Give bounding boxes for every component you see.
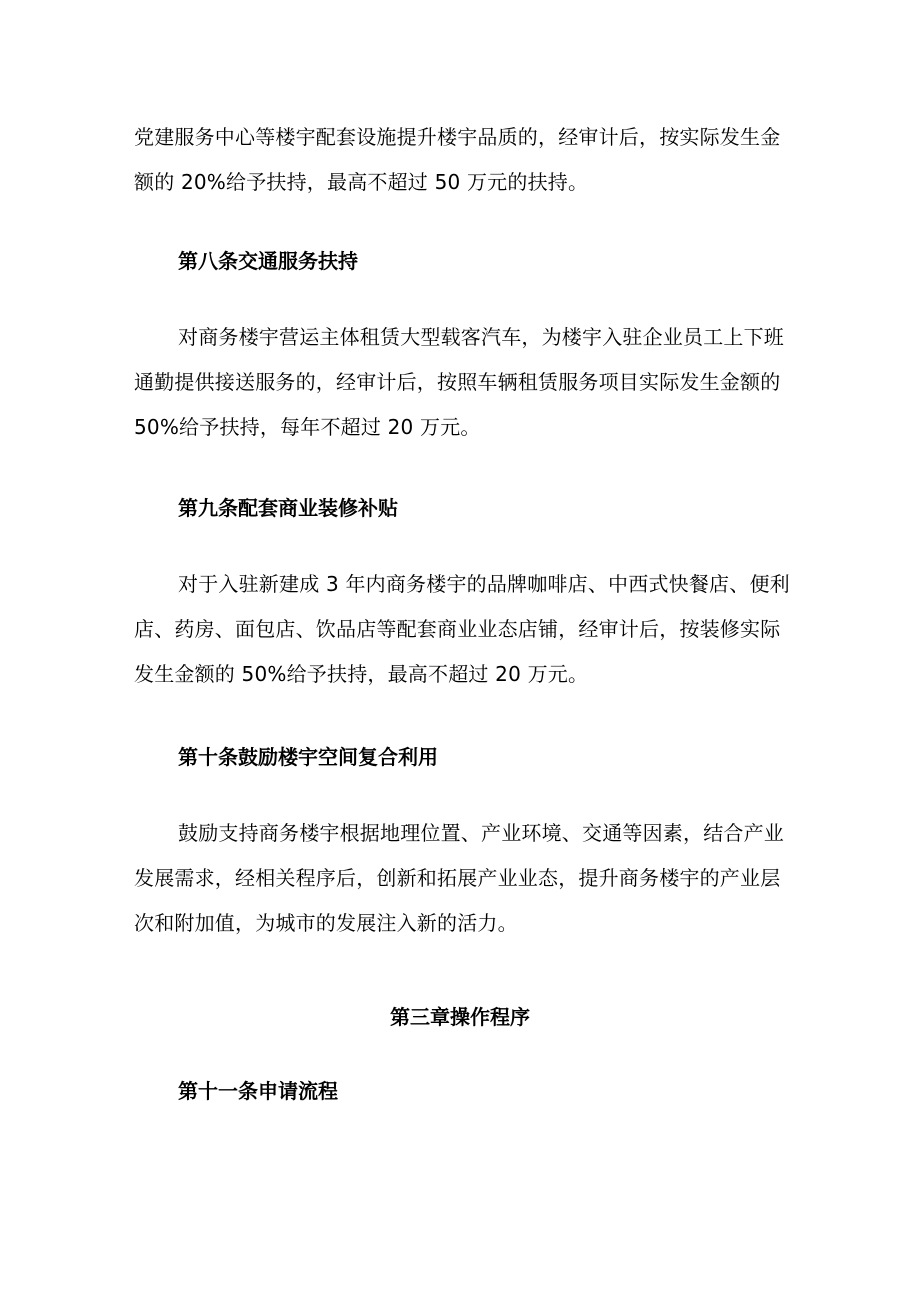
paragraph-line: 次和附加值，为城市的发展注入新的活力。 (134, 911, 518, 935)
paragraph-line: 发展需求，经相关程序后，创新和拓展产业业态，提升商务楼宇的产业层 (134, 866, 781, 890)
paragraph-line: 发生金额的 50%给予扶持，最高不超过 20 万元。 (134, 662, 589, 686)
paragraph-line: 50%给予扶持，每年不超过 20 万元。 (134, 415, 481, 439)
paragraph-line: 党建服务中心等楼宇配套设施提升楼宇品质的，经审计后，按实际发生金 (134, 125, 781, 149)
paragraph-line: 通勤提供接送服务的，经审计后，按照车辆租赁服务项目实际发生金额的 (134, 370, 781, 394)
article-8-heading: 第八条交通服务扶持 (178, 249, 358, 273)
article-9-paragraph (134, 562, 790, 697)
article-9-heading: 第九条配套商业装修补贴 (178, 496, 398, 520)
chapter-3-title: 第三章操作程序 (390, 1005, 530, 1029)
paragraph-line: 对于入驻新建成 3 年内商务楼宇的品牌咖啡店、中西式快餐店、便利 (178, 572, 790, 596)
paragraph-line: 额的 20%给予扶持，最高不超过 50 万元的扶持。 (134, 170, 589, 194)
article-10-paragraph (134, 811, 786, 946)
continuation-paragraph (134, 115, 786, 205)
article-8-paragraph (134, 315, 786, 450)
paragraph-line: 店、药房、面包店、饮品店等配套商业业态店铺，经审计后，按装修实际 (134, 617, 781, 641)
article-10-heading: 第十条鼓励楼宇空间复合利用 (178, 745, 438, 769)
article-11-heading: 第十一条申请流程 (178, 1079, 338, 1103)
paragraph-line: 鼓励支持商务楼宇根据地理位置、产业环境、交通等因素，结合产业 (178, 821, 784, 845)
paragraph-line: 对商务楼宇营运主体租赁大型载客汽车，为楼宇入驻企业员工上下班 (178, 325, 784, 349)
